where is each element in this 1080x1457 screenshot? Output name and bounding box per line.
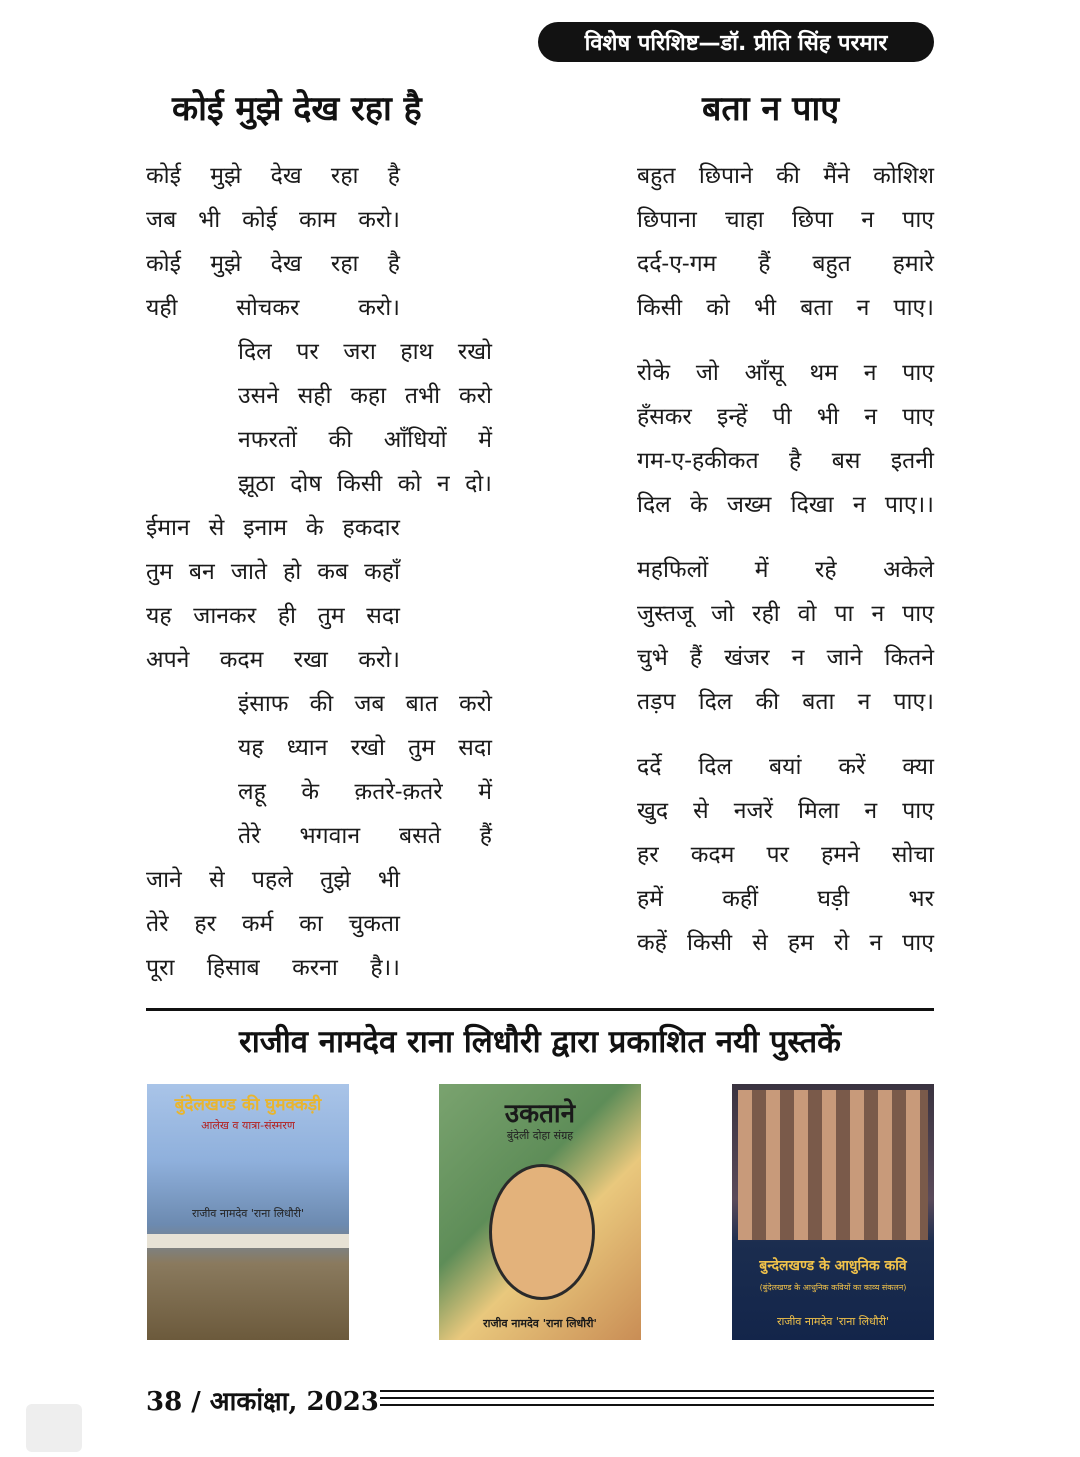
poem-line: जाने से पहले तुझे भी — [146, 867, 400, 893]
poem-line: दिल पर जरा हाथ रखो — [238, 339, 492, 365]
poem-line: कोई मुझे देख रहा है — [146, 163, 400, 189]
book-author: राजीव नामदेव 'राना लिधौरी' — [776, 1315, 890, 1328]
book-cover-2 — [439, 1084, 641, 1340]
poem-line: यही सोचकर करो। — [146, 295, 400, 321]
poem-stanza — [637, 745, 934, 965]
page-footer: 38 / आकांक्षा, 2023 — [146, 1387, 379, 1417]
corner-button[interactable] — [26, 1404, 82, 1452]
poem-line: दर्द-ए-गम हैं बहुत हमारे — [637, 251, 934, 277]
poem-line: यह ध्यान रखो तुम सदा — [238, 735, 492, 761]
city-skyline — [147, 1234, 349, 1248]
poem-line: जुस्तजू जो रही वो पा न पाए — [637, 601, 934, 627]
poem-stanza — [637, 548, 934, 724]
book-cover-3 — [732, 1084, 934, 1340]
poem-line: झूठा दोष किसी को न दो। — [238, 471, 492, 497]
divider — [146, 1008, 934, 1011]
poem-line: लहू के क़तरे-क़तरे में — [238, 779, 492, 805]
book-title: उकताने — [504, 1099, 576, 1129]
poem-line: महफिलों में रहे अकेले — [637, 557, 934, 583]
book-title: बुंदेलखण्ड की घुमक्कड़ी — [174, 1095, 322, 1115]
face-artwork — [489, 1164, 595, 1300]
poem-line: छिपाना चाहा छिपा न पाए — [637, 207, 934, 233]
poem-line: अपने कदम रखा करो। — [146, 647, 400, 673]
poem-line: हँसकर इन्हें पी भी न पाए — [637, 404, 934, 430]
poem-line: रोके जो आँसू थम न पाए — [637, 360, 934, 386]
poem-line: ईमान से इनाम के हकदार — [146, 515, 400, 541]
poem-line: हमें कहीं घड़ी भर — [637, 886, 934, 912]
poem-line: कहें किसी से हम रो न पाए — [637, 930, 934, 956]
book-subtitle: आलेख व यात्रा-संस्मरण — [201, 1119, 295, 1132]
poem-line: तड़प दिल की बता न पाए। — [637, 689, 934, 715]
right-poem-title: बता न पाए — [702, 89, 840, 129]
book-subtitle: (बुंदेलखण्ड के आधुनिक कवियों का काव्य संकलन) — [759, 1283, 907, 1292]
poem-line: इंसाफ की जब बात करो — [238, 691, 492, 717]
poem-line: किसी को भी बता न पाए। — [637, 295, 934, 321]
section-badge: विशेष परिशिष्ट—डॉ. प्रीति सिंह परमार — [538, 22, 934, 62]
book-cover-1 — [147, 1084, 349, 1340]
poem-stanza — [637, 154, 934, 330]
poem-line: पूरा हिसाब करना है।। — [146, 955, 400, 981]
poem-line: खुद से नजरें मिला न पाए — [637, 798, 934, 824]
portrait-collage — [738, 1090, 928, 1240]
poem-line: तुम बन जाते हो कब कहाँ — [146, 559, 400, 585]
poem-line: दिल के जख्म दिखा न पाए।। — [637, 492, 934, 518]
footer-rules — [380, 1390, 934, 1411]
book-subtitle: बुंदेली दोहा संग्रह — [506, 1129, 574, 1142]
poem-line: तेरे हर कर्म का चुकता — [146, 911, 400, 937]
book-title: बुन्देलखण्ड के आधुनिक कवि — [759, 1258, 907, 1274]
book-author: राजीव नामदेव 'राना लिधौरी' — [483, 1317, 597, 1330]
poem-line: जब भी कोई काम करो। — [146, 207, 400, 233]
poem-line: चुभे हैं खंजर न जाने कितने — [637, 645, 934, 671]
book-author: राजीव नामदेव 'राना लिधौरी' — [191, 1207, 305, 1220]
poem-line: उसने सही कहा तभी करो — [238, 383, 492, 409]
poem-line: तेरे भगवान बसते हैं — [238, 823, 492, 849]
left-poem — [146, 154, 492, 990]
poem-line: कोई मुझे देख रहा है — [146, 251, 400, 277]
poem-line: दर्दे दिल बयां करें क्या — [637, 754, 934, 780]
books-heading: राजीव नामदेव राना लिधौरी द्वारा प्रकाशित नयी पुस्तकें — [239, 1024, 841, 1060]
left-poem-title: कोई मुझे देख रहा है — [172, 89, 422, 129]
poem-line: यह जानकर ही तुम सदा — [146, 603, 400, 629]
poem-stanza — [637, 351, 934, 527]
poem-line: हर कदम पर हमने सोचा — [637, 842, 934, 868]
right-poem — [637, 154, 934, 986]
poem-line: नफरतों की आँधियों में — [238, 427, 492, 453]
poem-line: बहुत छिपाने की मैंने कोशिश — [637, 163, 934, 189]
poem-line: गम-ए-हकीकत है बस इतनी — [637, 448, 934, 474]
